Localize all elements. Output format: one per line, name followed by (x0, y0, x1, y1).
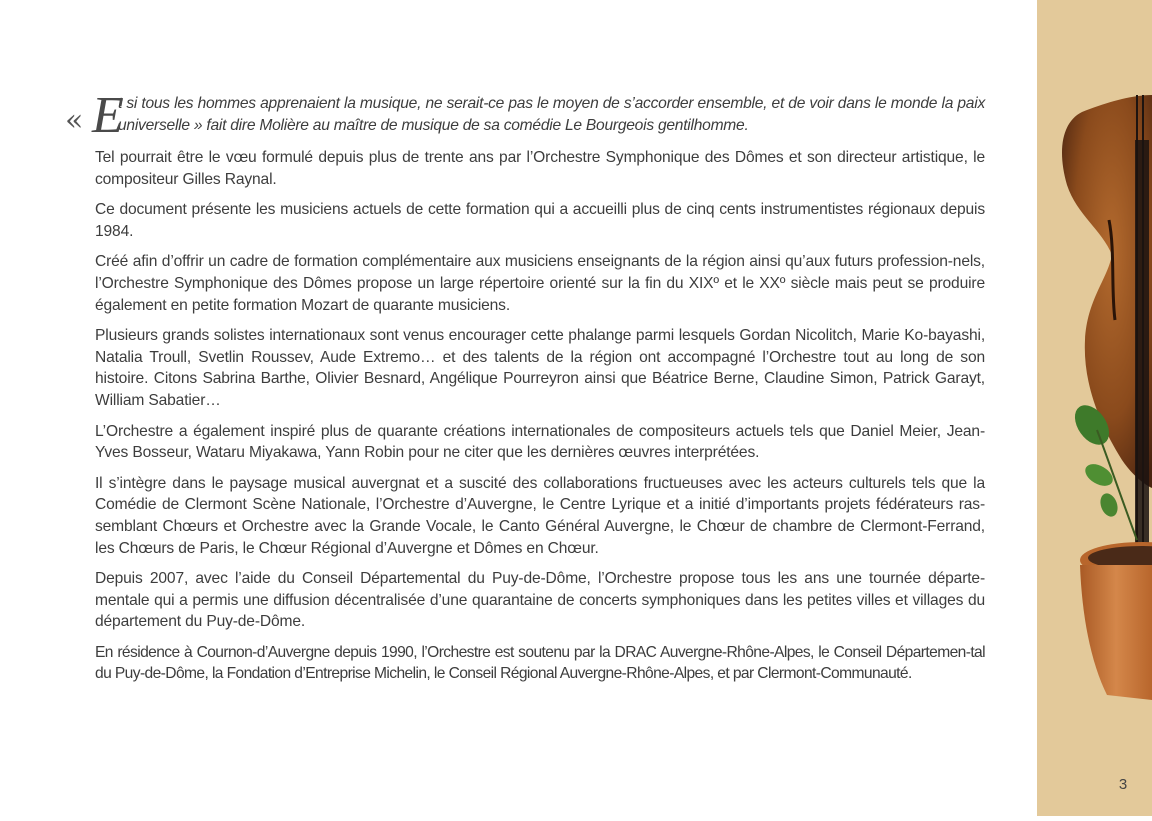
quote-text: t si tous les hommes apprenaient la musique, ne serait-ce pas le moyen de s’accorder ensemble, et de voir dans le monde la paix universelle » fait dire Molière au maître de musique de sa comédie Le Bourgeois gentilhomme. (118, 95, 985, 134)
paragraph-document: Ce document présente les musiciens actuels de cette formation qui a accueilli plus de cinq cents instrumentistes régionaux depuis 1984. (95, 201, 985, 240)
paragraph-residence: En résidence à Cournon-d’Auvergne depuis 1990, l’Orchestre est soutenu par la DRAC Auvergne-Rhône-Alpes, le Conseil Départemen-tal du Puy-de-Dôme, la Fondation d’Entreprise Michelin, le Conseil Régional Auvergne-Rhône-Alpes, et par Clermont-Communauté. (95, 643, 985, 683)
page-number: 3 (1118, 776, 1128, 793)
violin-fingerboard (1135, 140, 1149, 560)
paragraph-wish: Tel pourrait être le vœu formulé depuis plus de trente ans par l’Orchestre Symphonique des Dômes et son directeur artistique, le compositeur Gilles Raynal. (95, 149, 985, 188)
violin-in-flowerpot-illustration (1037, 0, 1152, 816)
violin-illustration-panel (1037, 0, 1152, 816)
opening-quote (65, 87, 985, 144)
paragraph-tour: Depuis 2007, avec l’aide du Conseil Départemental du Puy-de-Dôme, l’Orchestre propose tous les ans une tournée départe-mentale qui a permis une diffusion décentralisée d’une quarantaine de concerts symphoniques dans les petites villes et villages du département du Puy-de-Dôme. (95, 570, 985, 631)
leaf (1082, 460, 1117, 491)
drop-cap-letter: E (92, 87, 124, 144)
paragraph-collaborations: Il s’intègre dans le paysage musical auvergnat et a suscité des collaborations fructueuses avec les acteurs culturels tels que la Comédie de Clermont Scène Nationale, l’Orchestre d’Auvergne, le Centre Lyrique et a initié d’importants projets fédérateurs ras-semblant Chœurs et Orchestre avec la Grande Vocale, le Canto Général Auvergne, le Chœur de chambre de Clermont-Ferrand, les Chœurs de Paris, le Chœur Régional d’Auvergne et Dômes en Chœur. (95, 474, 985, 557)
paragraph-creation: Créé afin d’offrir un cadre de formation complémentaire aux musiciens enseignants de la région ainsi qu’aux futurs profession-nels, l’Orchestre Symphonique des Dômes propose un large répertoire orienté sur la fin du XIXº et le XXº siècle mais peut se produire également en petite formation Mozart de quarante musiciens. (95, 253, 985, 314)
leaf (1097, 491, 1120, 519)
paragraph-soloists: Plusieurs grands solistes internationaux sont venus encourager cette phalange parmi lesquels Gordan Nicolitch, Marie Ko-bayashi, Natalia Troull, Svetlin Roussev, Aude Extremo… et des talents de la région ont accompagné l’Orchestre tout au long de son histoire. Citons Sabrina Barthe, Olivier Besnard, Angélique Pourreyron ainsi que Béatrice Berne, Claudine Simon, Patrick Garayt, William Sabatier… (95, 327, 985, 409)
main-text-column (65, 87, 985, 694)
paragraph-creations: L’Orchestre a également inspiré plus de quarante créations internationales de compositeurs actuels tels que Daniel Meier, Jean-Yves Bosseur, Wataru Miyakawa, Yann Robin pour ne citer que les dernières œuvres interprétées. (95, 422, 985, 462)
quote-open-mark: « (65, 103, 84, 138)
flowerpot-body (1080, 565, 1152, 700)
